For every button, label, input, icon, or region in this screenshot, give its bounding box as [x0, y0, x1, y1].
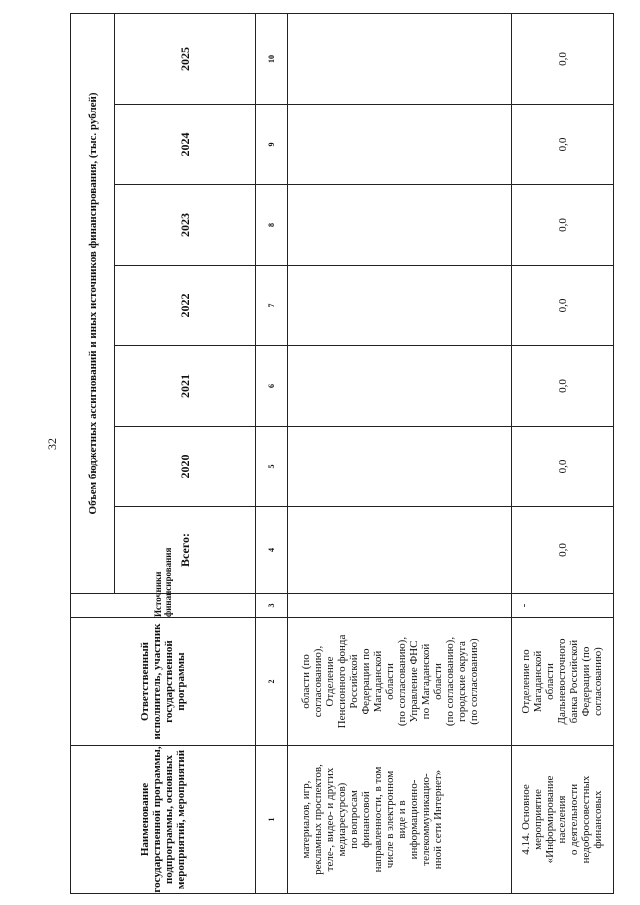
header-total: Всего:: [115, 507, 256, 594]
header-year-2025: 2025: [115, 13, 256, 104]
funding-table: [70, 13, 614, 894]
row-executor: области (по согласованию), Отделение Пенсионного фонда Российской Федерации по Магаданской области (по согласованию), Управление ФНС по Магаданской области (по согласованию), городские округа (по согласованию): [288, 618, 512, 746]
row-executor: Отделение по Магаданской области Дальневосточного банка Российской Федерации (по согласованию): [512, 618, 614, 746]
row-value-2022: [288, 266, 512, 346]
column-number: 7: [256, 266, 288, 346]
row-value-total: [288, 507, 512, 594]
column-number: 5: [256, 427, 288, 507]
column-number: 8: [256, 185, 288, 266]
row-value-2023: 0,0: [512, 185, 614, 266]
row-program-name: 4.14. Основное мероприятие «Информирование населения о деятельности недобросовестных финансовых: [512, 746, 614, 894]
table-row: [512, 13, 614, 893]
column-number: 9: [256, 105, 288, 185]
header-program-name: Наименование государственной программы, подпрограммы, основных мероприятий, мероприятий: [71, 746, 256, 894]
header-year-2022: 2022: [115, 266, 256, 346]
row-value-2023: [288, 185, 512, 266]
header-funding-source: Источники финансирования: [71, 594, 256, 618]
header-row-top: [71, 13, 115, 893]
row-funding-source: [288, 594, 512, 618]
table-row: [288, 13, 512, 893]
header-funding-group: Объем бюджетных ассигнований и иных источников финансирования, (тыс. рублей): [71, 13, 115, 593]
row-value-total: 0,0: [512, 507, 614, 594]
header-year-2021: 2021: [115, 346, 256, 427]
row-program-name: материалов, игр, рекламных проспектов, теле-, видео- и других медиаресурсов) по вопросам финансовой направленности, в том числе в электронном виде и в информационно- телекоммуникацио- нной сети Интернет»: [288, 746, 512, 894]
header-year-2023: 2023: [115, 185, 256, 266]
page-number: 32: [45, 438, 59, 450]
column-number: 6: [256, 346, 288, 427]
column-number: 10: [256, 13, 288, 104]
column-number: 4: [256, 507, 288, 594]
row-value-2024: [288, 105, 512, 185]
column-number: 3: [256, 594, 288, 618]
row-value-2021: [288, 346, 512, 427]
rotated-table-container: [70, 14, 613, 894]
row-value-2025: [288, 13, 512, 104]
row-funding-source: -: [512, 594, 614, 618]
row-value-2025: 0,0: [512, 13, 614, 104]
row-value-2022: 0,0: [512, 266, 614, 346]
row-value-2024: 0,0: [512, 105, 614, 185]
column-numbers-row: [256, 13, 288, 893]
header-year-2024: 2024: [115, 105, 256, 185]
column-number: 1: [256, 746, 288, 894]
row-value-2020: [288, 427, 512, 507]
row-value-2021: 0,0: [512, 346, 614, 427]
header-executor: Ответственный исполнитель, участник государственной программы: [71, 618, 256, 746]
row-value-2020: 0,0: [512, 427, 614, 507]
header-year-2020: 2020: [115, 427, 256, 507]
column-number: 2: [256, 618, 288, 746]
